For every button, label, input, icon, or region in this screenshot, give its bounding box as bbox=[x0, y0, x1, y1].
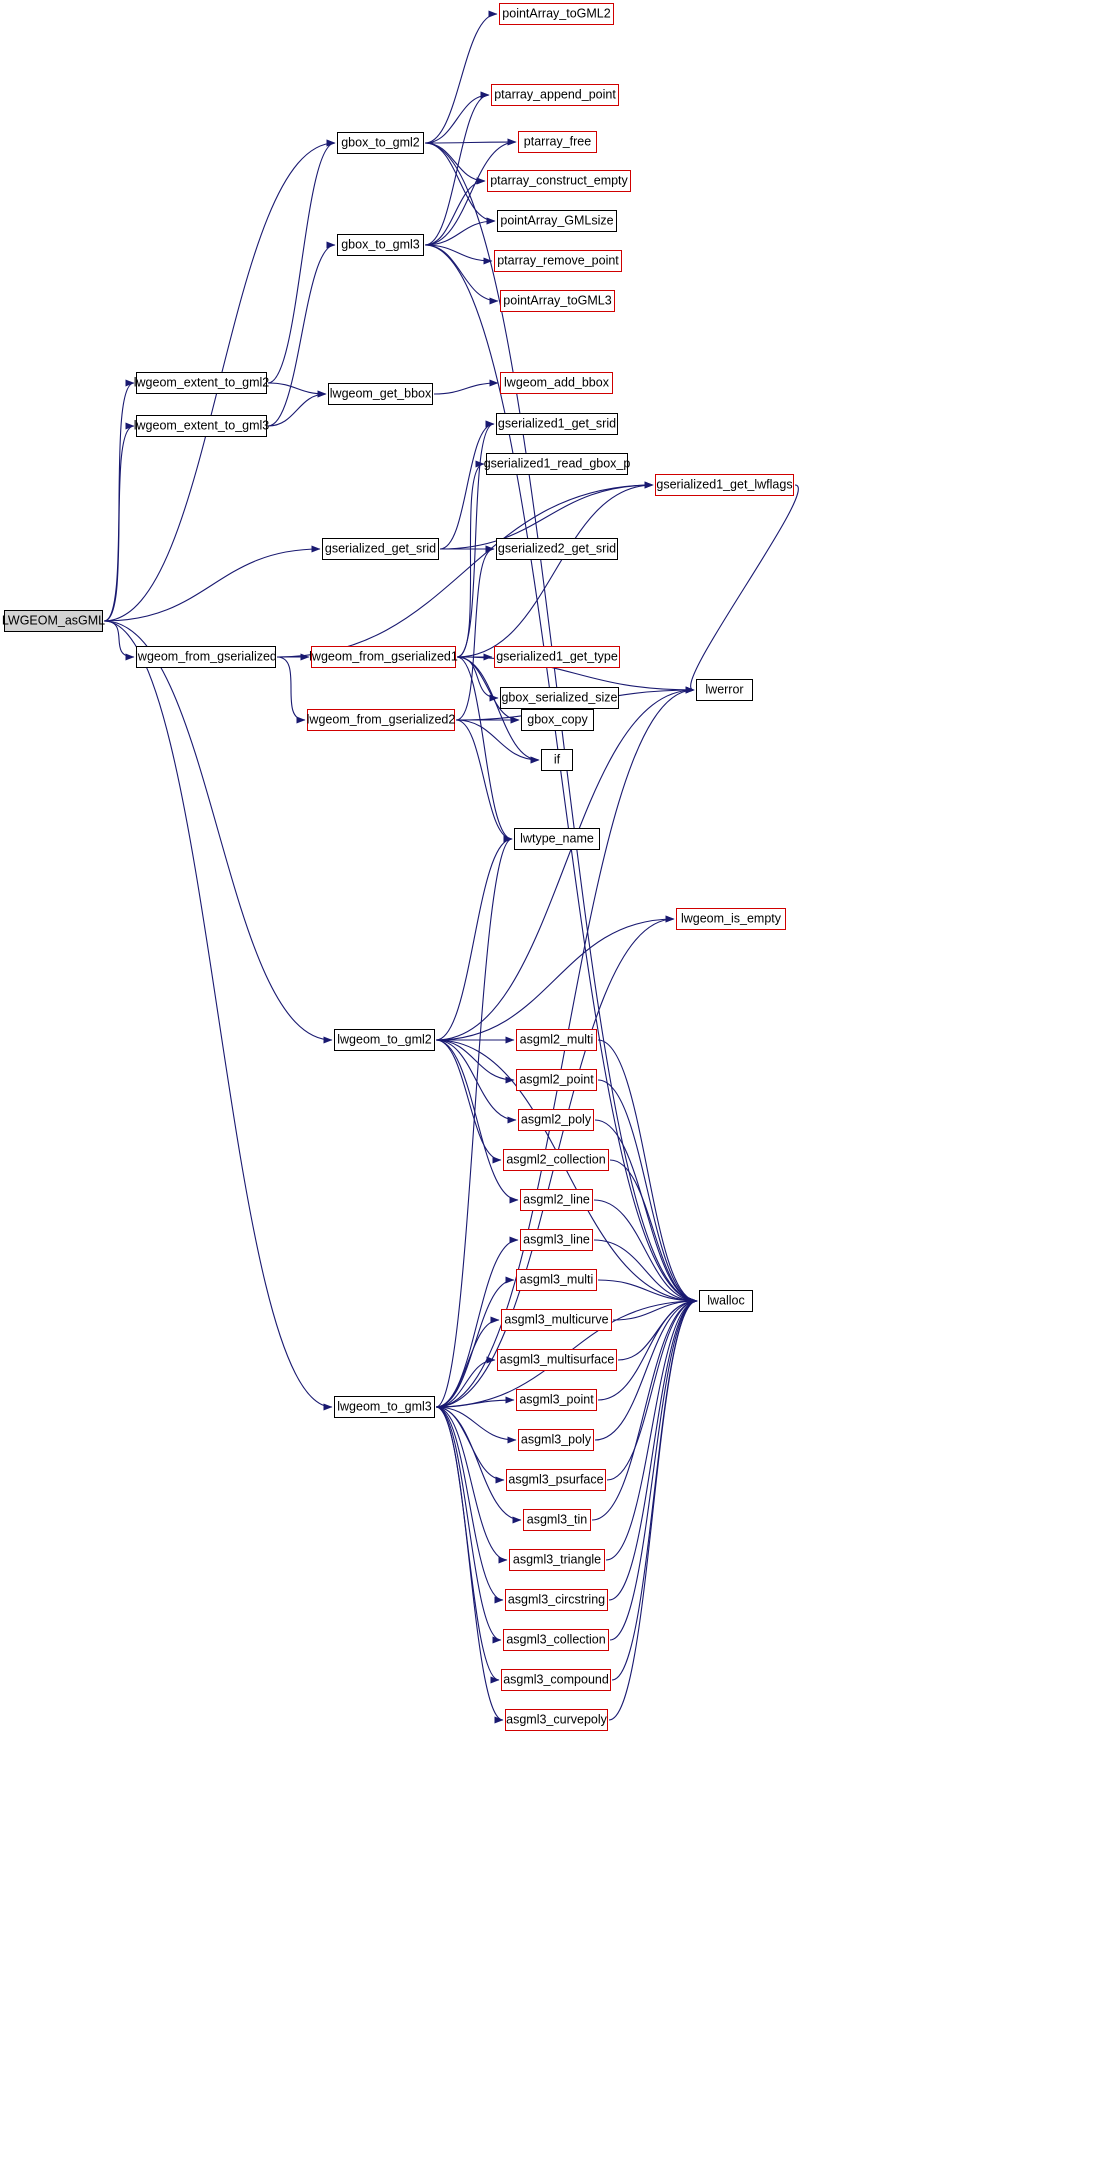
graph-node-asgml3_poly[interactable] bbox=[518, 1429, 594, 1451]
graph-node-label: asgml3_multicurve bbox=[504, 1312, 609, 1327]
graph-node-gserialized2_get_srid[interactable] bbox=[496, 538, 618, 560]
graph-node-label: asgml3_collection bbox=[506, 1632, 606, 1647]
graph-node-lwgeom_is_empty[interactable] bbox=[676, 908, 786, 930]
graph-node-label: gbox_to_gml2 bbox=[341, 135, 420, 150]
graph-node-label: lwgeom_to_gml3 bbox=[337, 1399, 432, 1414]
graph-node-label: asgml2_line bbox=[523, 1192, 590, 1207]
graph-edge bbox=[268, 245, 335, 426]
graph-node-label: lwgeom_add_bbox bbox=[504, 375, 609, 390]
graph-node-asgml3_tin[interactable] bbox=[523, 1509, 591, 1531]
graph-edge bbox=[607, 1301, 697, 1480]
graph-node-label: lwgeom_extent_to_gml3 bbox=[133, 418, 270, 433]
graph-edge bbox=[436, 1407, 521, 1520]
graph-node-ptarray_free[interactable] bbox=[518, 131, 597, 153]
graph-node-label: gserialized_get_srid bbox=[324, 541, 437, 556]
graph-edge bbox=[104, 621, 332, 1407]
graph-node-label: lwerror bbox=[705, 682, 744, 697]
graph-node-label: asgml3_circstring bbox=[507, 1592, 606, 1607]
graph-edge bbox=[613, 1301, 697, 1320]
graph-node-asgml2_point[interactable] bbox=[516, 1069, 597, 1091]
graph-node-gbox_to_gml3[interactable] bbox=[337, 234, 424, 256]
graph-edge bbox=[425, 221, 495, 245]
graph-edge bbox=[425, 143, 485, 181]
graph-node-lwerror[interactable] bbox=[696, 679, 753, 701]
graph-node-gbox_serialized_size[interactable] bbox=[500, 687, 619, 709]
graph-edge bbox=[268, 143, 335, 383]
graph-node-label: ptarray_append_point bbox=[494, 87, 616, 102]
graph-edge bbox=[691, 485, 799, 690]
graph-node-pointarray_togml3[interactable] bbox=[500, 290, 615, 312]
graph-edge bbox=[436, 1040, 501, 1160]
graph-edge bbox=[104, 426, 134, 621]
graph-edge bbox=[612, 1301, 697, 1680]
graph-node-asgml2_line[interactable] bbox=[520, 1189, 593, 1211]
graph-edge bbox=[436, 839, 512, 1040]
graph-node-label: lwgeom_from_gserialized1 bbox=[309, 649, 458, 664]
graph-node-label: asgml3_tin bbox=[526, 1512, 588, 1527]
graph-edge bbox=[434, 383, 498, 394]
graph-edge bbox=[268, 394, 326, 426]
graph-edge bbox=[436, 1040, 514, 1080]
graph-edge bbox=[457, 485, 653, 657]
graph-node-asgml3_compound[interactable] bbox=[501, 1669, 611, 1691]
graph-node-asgml3_triangle[interactable] bbox=[509, 1549, 605, 1571]
graph-edge bbox=[104, 621, 332, 1040]
graph-node-lwtype_name[interactable] bbox=[514, 828, 600, 850]
graph-node-label: gserialized1_get_type bbox=[496, 649, 618, 664]
graph-edge bbox=[436, 1280, 514, 1407]
graph-node-label: asgml3_point bbox=[519, 1392, 594, 1407]
graph-node-label: gserialized2_get_srid bbox=[497, 541, 617, 556]
graph-edge bbox=[436, 1360, 495, 1407]
graph-edge bbox=[436, 1320, 499, 1407]
graph-node-label: asgml2_poly bbox=[520, 1112, 592, 1127]
graph-edge bbox=[609, 1301, 697, 1600]
graph-node-label: asgml3_multisurface bbox=[499, 1352, 615, 1367]
graph-node-label: asgml3_poly bbox=[520, 1432, 592, 1447]
graph-edge bbox=[606, 1301, 697, 1560]
graph-node-lwgeom_add_bbox[interactable] bbox=[500, 372, 613, 394]
graph-node-lwgeom_to_gml3[interactable] bbox=[334, 1396, 435, 1418]
graph-node-label: asgml2_point bbox=[519, 1072, 594, 1087]
graph-edge bbox=[436, 1407, 499, 1680]
graph-edge bbox=[594, 1240, 697, 1301]
graph-edge bbox=[436, 1400, 514, 1407]
graph-edge bbox=[598, 1080, 697, 1301]
graph-node-label: asgml3_triangle bbox=[512, 1552, 602, 1567]
graph-node-label: pointArray_GMLsize bbox=[500, 213, 614, 228]
graph-node-label: lwgeom_extent_to_gml2 bbox=[133, 375, 270, 390]
graph-edge bbox=[610, 1160, 697, 1301]
graph-node-lwgeom_extent_to_gml2[interactable] bbox=[133, 372, 270, 394]
graph-edge bbox=[277, 657, 305, 720]
graph-node-label: lwgeom_from_gserialized2 bbox=[306, 712, 456, 727]
graph-edge bbox=[104, 549, 320, 621]
graph-node-label: ptarray_construct_empty bbox=[490, 173, 628, 188]
graph-node-gbox_copy[interactable] bbox=[521, 709, 594, 731]
graph-edge bbox=[610, 1301, 697, 1640]
graph-node-lwalloc[interactable] bbox=[699, 1290, 753, 1312]
graph-edge bbox=[268, 383, 326, 394]
graph-node-label: pointArray_toGML3 bbox=[503, 293, 612, 308]
graph-node-ptarray_remove_point[interactable] bbox=[494, 250, 622, 272]
graph-edge bbox=[618, 1301, 697, 1360]
graph-edge bbox=[595, 1120, 697, 1301]
graph-edge bbox=[425, 95, 489, 245]
graph-node-label: gserialized1_get_lwflags bbox=[656, 477, 793, 492]
graph-edge bbox=[592, 1301, 697, 1520]
graph-node-label: gbox_to_gml3 bbox=[341, 237, 420, 252]
graph-node-gserialized1_get_type[interactable] bbox=[494, 646, 620, 668]
graph-node-asgml3_multi[interactable] bbox=[516, 1269, 597, 1291]
graph-node-asgml3_point[interactable] bbox=[516, 1389, 597, 1411]
graph-edge bbox=[104, 621, 134, 657]
graph-edge bbox=[436, 1407, 504, 1480]
graph-node-label: lwgeom_get_bbox bbox=[329, 386, 432, 401]
graph-node-lwgeom_asgml[interactable] bbox=[1, 610, 106, 632]
graph-node-lwgeom_get_bbox[interactable] bbox=[328, 383, 433, 405]
graph-node-label: if bbox=[553, 752, 561, 767]
graph-edge bbox=[598, 1280, 697, 1301]
graph-edge bbox=[436, 1407, 507, 1560]
graph-edge bbox=[609, 1301, 697, 1720]
graph-node-label: lwtype_name bbox=[520, 831, 594, 846]
graph-node-asgml3_multicurve[interactable] bbox=[501, 1309, 612, 1331]
graph-edge bbox=[425, 245, 492, 261]
graph-edge bbox=[436, 1040, 516, 1120]
graph-node-label: pointArray_toGML2 bbox=[502, 6, 611, 21]
graph-node-lwgeom_to_gml2[interactable] bbox=[334, 1029, 435, 1051]
graph-edge bbox=[425, 143, 495, 221]
graph-node-lwgeom_from_gserialized[interactable] bbox=[136, 646, 276, 668]
graph-node-if[interactable] bbox=[541, 749, 573, 771]
graph-node-pointarray_togml2[interactable] bbox=[499, 3, 614, 25]
graph-node-gbox_to_gml2[interactable] bbox=[337, 132, 424, 154]
graph-edge bbox=[436, 1407, 501, 1640]
graph-node-label: gserialized1_read_gbox_p bbox=[483, 456, 631, 471]
graph-node-label: asgml3_curvepoly bbox=[506, 1712, 607, 1727]
graph-edge bbox=[594, 1200, 697, 1301]
graph-node-lwgeom_from_gserialized1[interactable] bbox=[311, 646, 456, 668]
graph-node-asgml3_line[interactable] bbox=[520, 1229, 593, 1251]
graph-node-label: lwgeom_is_empty bbox=[680, 911, 782, 926]
graph-edge bbox=[598, 1040, 697, 1301]
graph-edge bbox=[425, 95, 489, 143]
graph-edge bbox=[425, 181, 485, 245]
graph-node-asgml3_psurface[interactable] bbox=[506, 1469, 606, 1491]
graph-node-asgml2_multi[interactable] bbox=[516, 1029, 597, 1051]
graph-edge bbox=[425, 245, 498, 301]
graph-node-label: gbox_copy bbox=[527, 712, 588, 727]
graph-node-asgml2_poly[interactable] bbox=[518, 1109, 594, 1131]
graph-edge bbox=[436, 1407, 503, 1720]
graph-node-gserialized1_get_lwflags[interactable] bbox=[655, 474, 794, 496]
graph-node-label: asgml3_compound bbox=[503, 1672, 609, 1687]
graph-edge bbox=[104, 383, 134, 621]
graph-node-label: asgml3_line bbox=[523, 1232, 590, 1247]
graph-node-gserialized_get_srid[interactable] bbox=[322, 538, 439, 560]
graph-node-label: lwgeom_from_gserialized bbox=[135, 649, 277, 664]
graph-node-label: LWGEOM_asGML bbox=[1, 613, 106, 628]
graph-node-label: gserialized1_get_srid bbox=[497, 416, 617, 431]
graph-node-asgml2_collection[interactable] bbox=[503, 1149, 609, 1171]
graph-node-asgml3_multisurface[interactable] bbox=[497, 1349, 617, 1371]
graph-node-label: asgml3_psurface bbox=[508, 1472, 604, 1487]
graph-node-asgml3_curvepoly[interactable] bbox=[505, 1709, 608, 1731]
graph-node-label: asgml2_multi bbox=[519, 1032, 594, 1047]
graph-edge bbox=[436, 1407, 516, 1440]
graph-edge bbox=[456, 549, 494, 720]
graph-edge bbox=[457, 657, 512, 839]
graph-node-label: lwgeom_to_gml2 bbox=[337, 1032, 432, 1047]
graph-edge bbox=[425, 14, 497, 143]
graph-edge bbox=[425, 245, 697, 1301]
graph-node-label: lwalloc bbox=[707, 1293, 745, 1308]
graph-edge bbox=[436, 1407, 503, 1600]
graph-node-gserialized1_read_gbox_p[interactable] bbox=[483, 453, 631, 475]
graph-edge bbox=[457, 657, 498, 698]
graph-edge bbox=[436, 1040, 518, 1200]
graph-edge bbox=[456, 720, 512, 839]
graph-edge bbox=[440, 424, 494, 549]
graph-node-ptarray_append_point[interactable] bbox=[491, 84, 619, 106]
graph-node-lwgeom_extent_to_gml3[interactable] bbox=[133, 415, 270, 437]
graph-node-asgml3_circstring[interactable] bbox=[505, 1589, 608, 1611]
graph-node-label: ptarray_remove_point bbox=[497, 253, 619, 268]
graph-node-lwgeom_from_gserialized2[interactable] bbox=[307, 709, 455, 731]
graph-edge bbox=[436, 690, 694, 1040]
graph-edge bbox=[277, 485, 653, 657]
graph-node-label: gbox_serialized_size bbox=[501, 690, 618, 705]
graph-edge bbox=[425, 142, 516, 143]
graph-node-ptarray_construct_empty[interactable] bbox=[487, 170, 631, 192]
graph-node-asgml3_collection[interactable] bbox=[503, 1629, 609, 1651]
graph-edge bbox=[457, 464, 484, 657]
graph-node-label: asgml3_multi bbox=[519, 1272, 594, 1287]
graph-node-label: ptarray_free bbox=[523, 134, 592, 149]
graph-node-label: asgml2_collection bbox=[506, 1152, 606, 1167]
graph-node-pointarray_gmlsize[interactable] bbox=[497, 210, 617, 232]
graph-edge bbox=[436, 919, 674, 1040]
graph-node-gserialized1_get_srid[interactable] bbox=[496, 413, 618, 435]
